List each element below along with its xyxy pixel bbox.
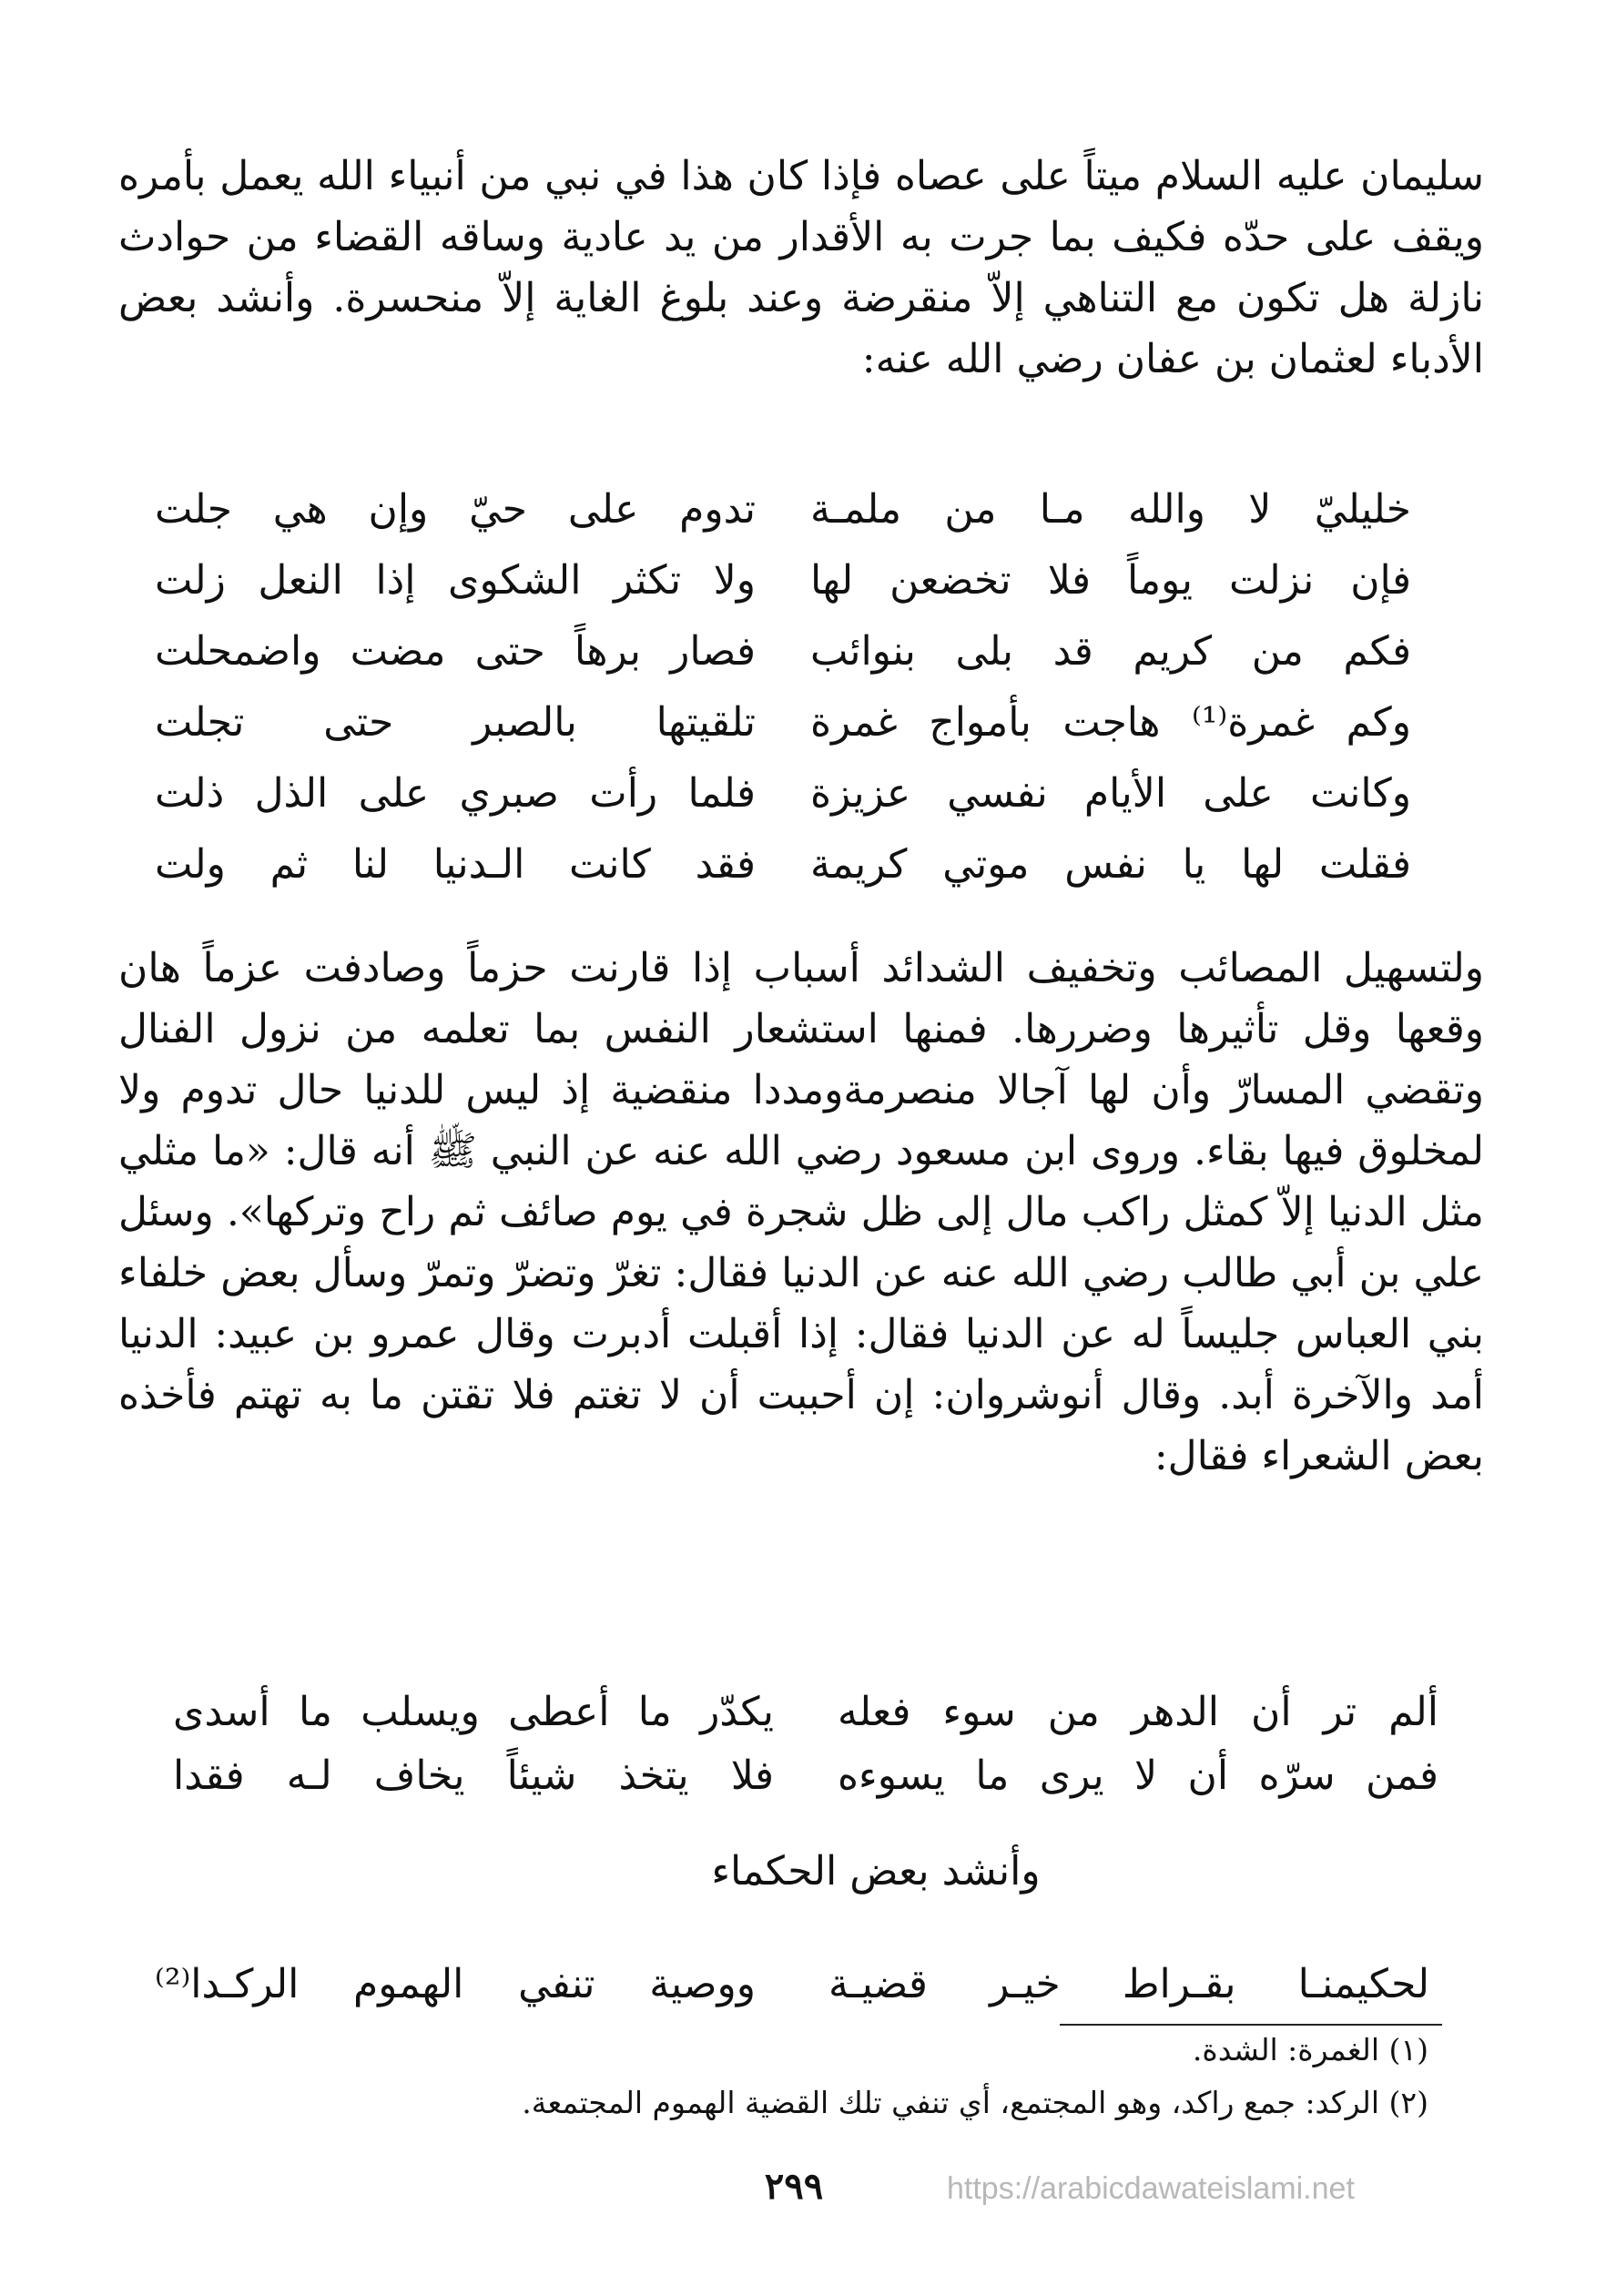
page-number: ٢٩٩ [764, 2165, 824, 2208]
verse-second-hemistich: تدوم على حيّ وإن هي جلت [155, 485, 756, 533]
verse-second-hemistich: ووصية تنفي الهموم الركـدا⁽²⁾ [155, 1960, 756, 2007]
verse-second-hemistich: ولا تكثر الشكوى إذا النعل زلت [155, 556, 756, 604]
verse-first-hemistich: خليليّ لا والله مـا من ملمـة [810, 485, 1411, 533]
poem-hippocrates [155, 1948, 1429, 2019]
verse-first-hemistich: فمن سرّه أن لا يرى ما يسوءه [838, 1752, 1438, 1799]
verse-second-hemistich: فقد كانت الـدنيا لنا ثم ولت [155, 840, 756, 888]
verse-first-hemistich: وكانت على الأيام نفسي عزيزة [810, 769, 1411, 817]
verse [155, 1948, 1429, 2019]
verse-second-hemistich: يكدّر ما أعطى ويسلب ما أسدى [173, 1688, 774, 1735]
verse [155, 757, 1411, 828]
poem-uthman [155, 473, 1411, 899]
verse [155, 615, 1411, 686]
footnote: (١) الغمرة: الشدة. [1192, 2032, 1428, 2067]
verse-first-hemistich: فإن نزلت يوماً فلا تخضعن لها [810, 556, 1411, 604]
watermark-url: https://arabicdawateislami.net [947, 2171, 1355, 2206]
paragraph-main: ولتسهيل المصائب وتخفيف الشدائد أسباب إذا قارنت حزماً وصادفت عزماً هان وقعها وقل تأثيرها وضررها. فمنها استشعار النفس بما تعلمه من نزول الفنال وتقضي المسارّ وأن لها آجالا منصرمةومددا منقضية إذ ليس للدنيا حال تدوم ولا لمخلوق فيها بقاء. وروى ابن مسعود رضي الله عنه عن النبي ﷺ أنه قال: «ما مثلي مثل الدنيا إلاّ كمثل راكب مال إلى ظل شجرة في يوم صائف ثم راح وتركها». وسئل علي بن أبي طالب رضي الله عنه عن الدنيا فقال: تغرّ وتضرّ وتمرّ وسأل بعض خلفاء بني العباس جليساً له عن الدنيا فقال: إذا أقبلت أدبرت وقال عمرو بن عبيد: الدنيا أمد والآخرة أبد. وقال أنوشروان: إن أحببت أن لا تغتم فلا تقتن ما به تهتم فأخذه بعض الشعراء فقال: [118, 945, 1485, 1479]
verse-first-hemistich: لحكيمنـا بقـراط خيـر قضيـة [828, 1960, 1429, 2007]
verse-second-hemistich: فلما رأت صبري على الذل ذلت [155, 769, 756, 817]
verse [173, 1743, 1438, 1807]
verse [155, 544, 1411, 615]
poem-time [173, 1680, 1438, 1807]
verse-second-hemistich: فصار برهاً حتى مضت واضمحلت [155, 627, 756, 675]
verse [155, 686, 1411, 757]
verse [173, 1680, 1438, 1743]
paragraph-intro: سليمان عليه السلام ميتاً على عصاه فإذا كان هذا في نبي من أنبياء الله يعمل بأمره ويقف على حدّه فكيف بما جرت به الأقدار من يد عادية وساقه القضاء من حوادث نازلة هل تكون مع التناهي إلاّ منقرضة وعند بلوغ الغاية إلاّ منحسرة. وأنشد بعض الأدباء لعثمان بن عفان رضي الله عنه: [118, 153, 1484, 382]
poem-intro-line: وأنشد بعض الحكماء [711, 1848, 1041, 1895]
verse-second-hemistich: فلا يتخذ شيئاً يخاف لـه فقدا [173, 1752, 774, 1799]
verse-first-hemistich: فكم من كريم قد بلى بنوائب [810, 627, 1411, 675]
verse-first-hemistich: ألم تر أن الدهر من سوء فعله [838, 1688, 1438, 1735]
footnote: (٢) الركد: جمع راكد، وهو المجتمع، أي تنفي تلك القضية الهموم المجتمعة. [522, 2085, 1428, 2120]
verse [155, 473, 1411, 544]
verse-second-hemistich: تلقيتها بالصبر حتى تجلت [155, 698, 756, 746]
verse-first-hemistich: فقلت لها يا نفس موتي كريمة [810, 840, 1411, 888]
footnote-divider [1060, 2024, 1442, 2026]
verse-first-hemistich: وكم غمرة⁽¹⁾ هاجت بأمواج غمرة [810, 698, 1411, 746]
verse [155, 828, 1411, 899]
